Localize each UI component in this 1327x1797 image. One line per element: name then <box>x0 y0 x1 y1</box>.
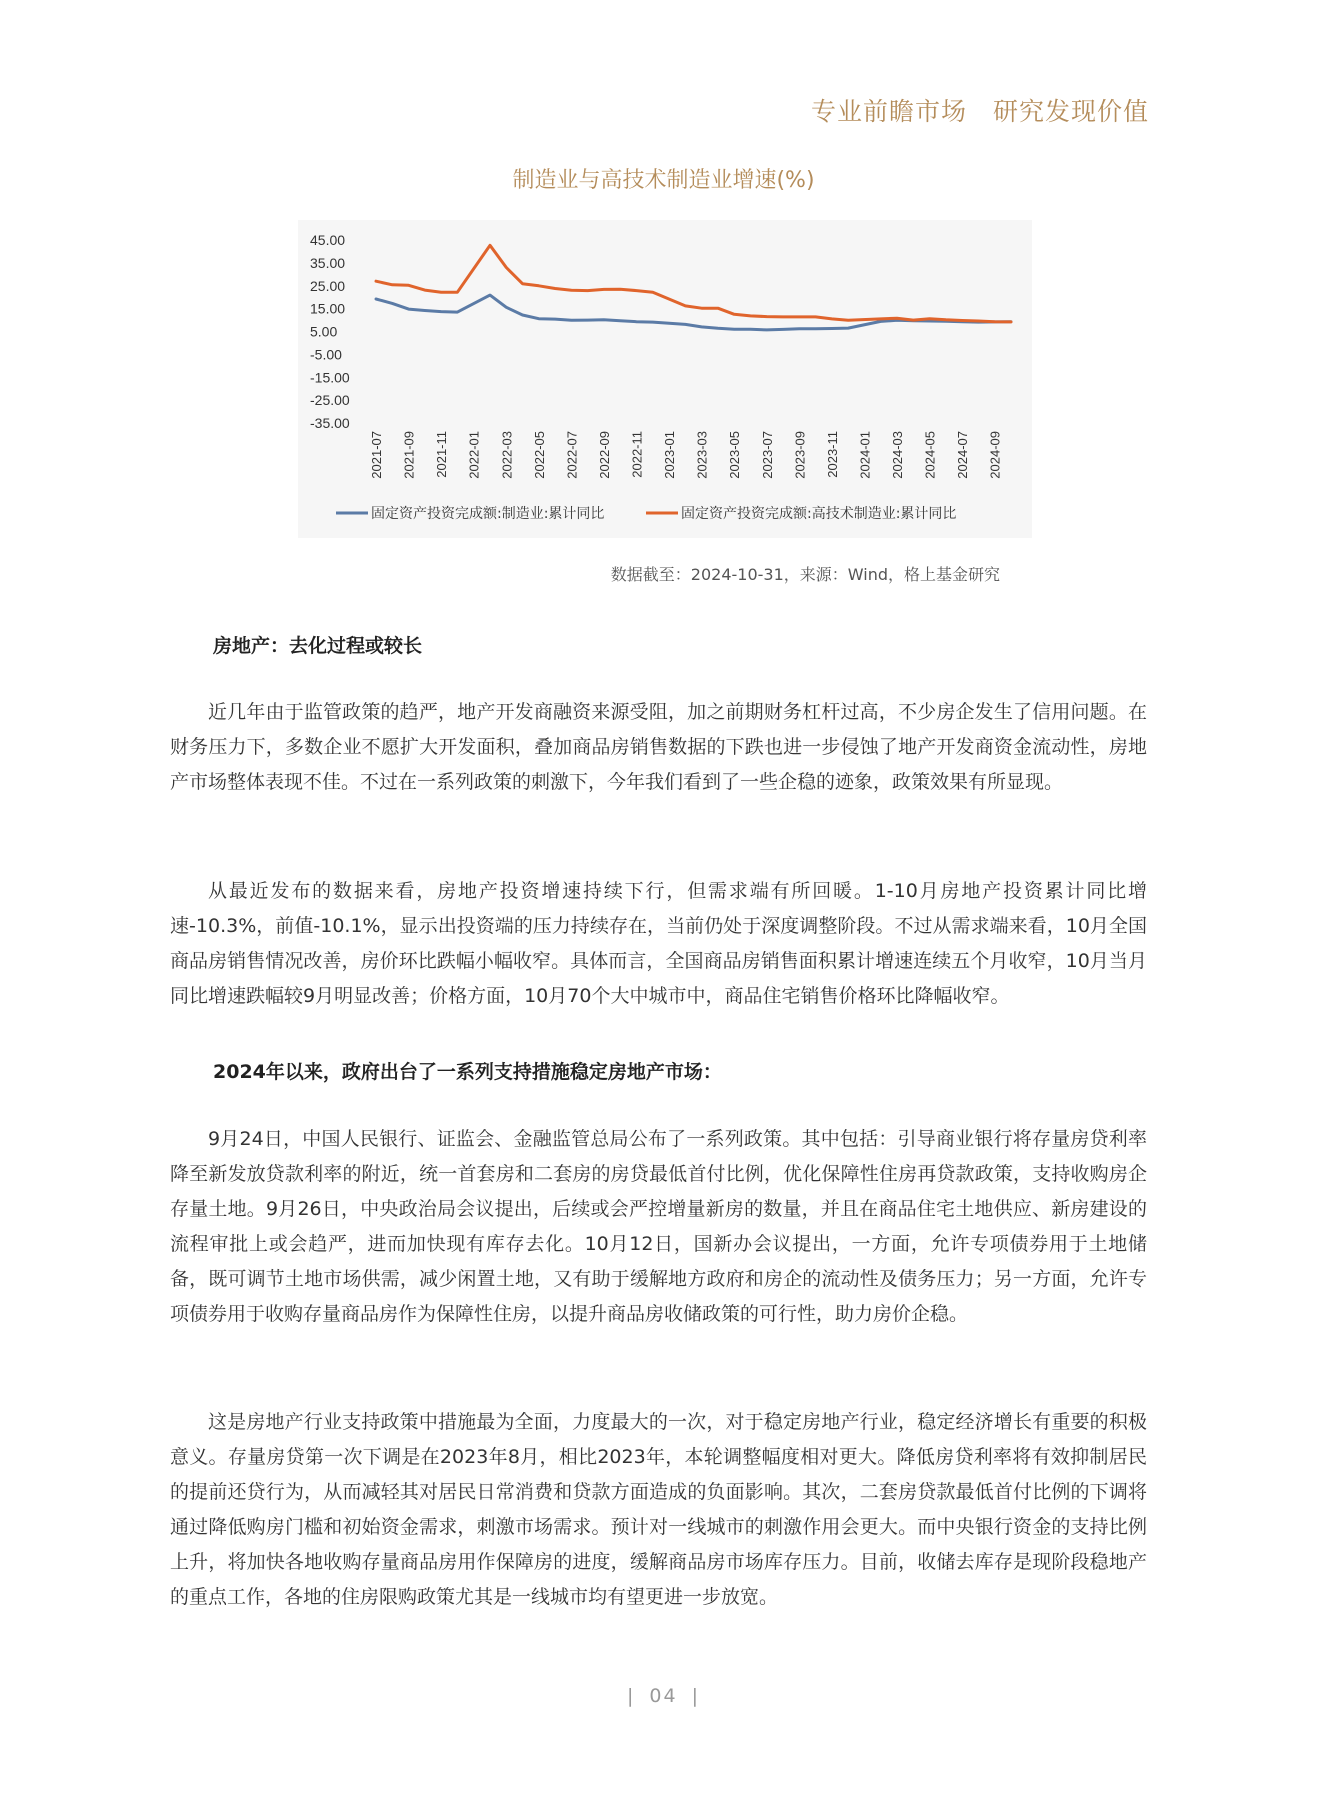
paragraph: 近几年由于监管政策的趋严，地产开发商融资来源受阻，加之前期财务杠杆过高，不少房企发生了信用问题。在财务压力下，多数企业不愿扩大开发面积，叠加商品房销售数据的下跌也进一步侵蚀了地产开发商资金流动性，房地产市场整体表现不佳。不过在一系列政策的刺激下，今年我们看到了一些企稳的迹象，政策效果有所显现。 <box>170 701 1147 793</box>
series-line-1 <box>376 295 1011 330</box>
page-number <box>0 1685 1327 1707</box>
page-number-bar-left: | <box>627 1685 636 1707</box>
chart-title: 制造业与高技术制造业增速(%) <box>512 168 815 193</box>
x-tick-label: 2021-09 <box>401 431 417 479</box>
x-tick-label: 2022-09 <box>596 431 612 479</box>
x-tick-label: 2024-05 <box>922 431 938 479</box>
line-chart <box>298 220 1032 538</box>
x-tick-label: 2023-11 <box>824 431 840 478</box>
x-tick-label: 2021-07 <box>369 431 384 479</box>
section-heading-policy: 2024年以来，政府出台了一系列支持措施稳定房地产市场： <box>213 1061 722 1083</box>
page-number-bar-right: | <box>691 1685 700 1707</box>
x-tick-label: 2024-07 <box>955 431 971 479</box>
y-tick-label: 15.00 <box>310 300 346 317</box>
x-tick-label: 2023-03 <box>694 431 710 479</box>
page-number-value: 04 <box>649 1685 678 1707</box>
x-tick-label: 2022-03 <box>499 431 515 479</box>
x-tick-label: 2022-11 <box>629 431 645 478</box>
y-tick-label: -35.00 <box>310 415 350 431</box>
paragraph: 从最近发布的数据来看，房地产投资增速持续下行，但需求端有所回暖。1-10月房地产投资累计同比增速-10.3%，前值-10.1%，显示出投资端的压力持续存在，当前仍处于深度调整阶段。不过从需求端来看，10月全国商品房销售情况改善，房价环比跌幅小幅收窄。具体而言，全国商品房销售面积累计增速连续五个月收窄，10月当月同比增速跌幅较9月明显改善；价格方面，10月70个大中城市中，商品住宅销售价格环比降幅收窄。 <box>170 880 1147 1007</box>
series-line-2 <box>376 245 1011 322</box>
y-tick-label: -15.00 <box>310 369 350 386</box>
x-tick-label: 2023-07 <box>759 431 775 479</box>
section-heading-real-estate: 房地产：去化过程或较长 <box>213 635 423 657</box>
header-slogan: 专业前瞻市场 研究发现价值 <box>810 97 1149 126</box>
x-tick-label: 2024-01 <box>857 431 873 479</box>
y-tick-label: -25.00 <box>310 392 350 409</box>
x-tick-label: 2022-07 <box>564 431 580 479</box>
y-tick-label: 35.00 <box>310 254 346 271</box>
x-tick-label: 2024-09 <box>987 431 1003 479</box>
paragraph: 这是房地产行业支持政策中措施最为全面，力度最大的一次，对于稳定房地产行业，稳定经济增长有重要的积极意义。存量房贷第一次下调是在2023年8月，相比2023年，本轮调整幅度相对更大。降低房贷利率将有效抑制居民的提前还贷行为，从而减轻其对居民日常消费和贷款方面造成的负面影响。其次，二套房贷款最低首付比例的下调将通过降低购房门槛和初始资金需求，刺激市场需求。预计对一线城市的刺激作用会更大。而中央银行资金的支持比例上升，将加快各地收购存量商品房用作保障房的进度，缓解商品房市场库存压力。目前，收储去库存是现阶段稳地产的重点工作，各地的住房限购政策尤其是一线城市均有望更进一步放宽。 <box>170 1411 1147 1608</box>
chart-source: 数据截至：2024-10-31，来源：Wind，格上基金研究 <box>610 565 1000 584</box>
x-tick-label: 2023-01 <box>662 431 678 479</box>
x-tick-label: 2022-01 <box>466 431 482 479</box>
y-tick-label: 45.00 <box>310 232 346 248</box>
y-tick-label: 5.00 <box>310 323 338 340</box>
y-tick-label: -5.00 <box>310 346 342 363</box>
x-tick-label: 2024-03 <box>890 431 906 479</box>
x-tick-label: 2023-05 <box>727 431 743 479</box>
y-tick-label: 25.00 <box>310 277 346 294</box>
paragraph: 9月24日，中国人民银行、证监会、金融监管总局公布了一系列政策。其中包括：引导商业银行将存量房贷利率降至新发放贷款利率的附近，统一首套房和二套房的房贷最低首付比例，优化保障性住房再贷款政策，支持收购房企存量土地。9月26日，中央政治局会议提出，后续或会严控增量新房的数量，并且在商品住宅土地供应、新房建设的流程审批上或会趋严，进而加快现有库存去化。10月12日，国新办会议提出，一方面，允许专项债券用于土地储备，既可调节土地市场供需，减少闲置土地，又有助于缓解地方政府和房企的流动性及债务压力；另一方面，允许专项债券用于收购存量商品房作为保障性住房，以提升商品房收储政策的可行性，助力房价企稳。 <box>170 1128 1147 1325</box>
legend-label: 固定资产投资完成额:制造业:累计同比 <box>371 506 605 522</box>
x-tick-label: 2021-11 <box>434 431 450 478</box>
legend-label: 固定资产投资完成额:高技术制造业:累计同比 <box>681 506 957 522</box>
x-tick-label: 2023-09 <box>792 431 808 479</box>
x-tick-label: 2022-05 <box>531 431 547 479</box>
